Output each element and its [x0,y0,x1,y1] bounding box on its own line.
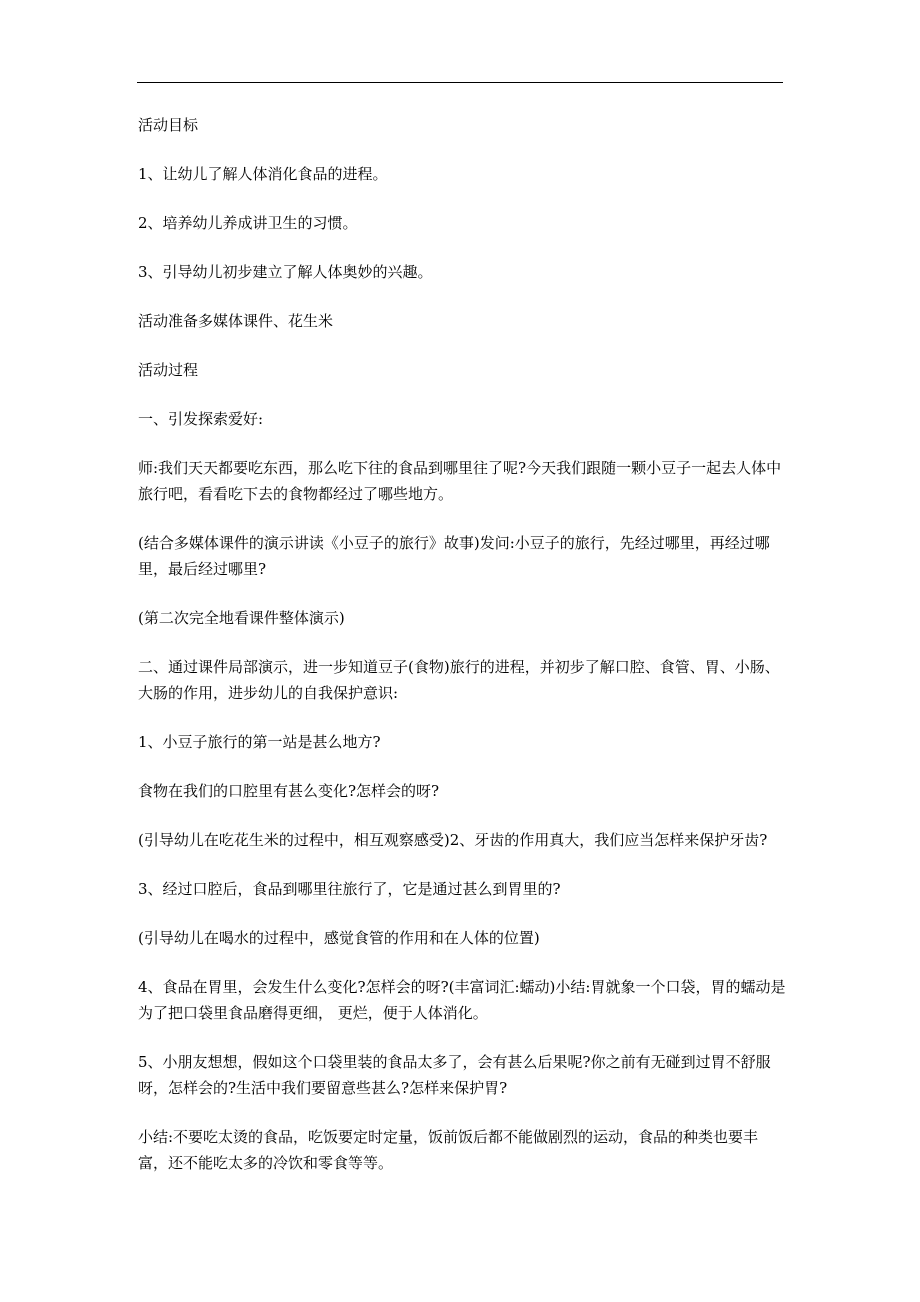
goal-item-3: 3、引导幼儿初步建立了解人体奥妙的兴趣。 [138,263,433,281]
header-rule [137,82,783,83]
step-heading-2: 二、通过课件局部演示，进一步知道豆子(食物)旅行的进程，并初步了解口腔、食管、胃、小肠、大肠的作用，进步幼儿的自我保护意识: [138,658,780,702]
paragraph-teacher-intro: 师:我们天天都要吃东西，那么吃下往的食品到哪里往了呢?今天我们跟随一颗小豆子一起去人体中旅行吧，看看吃下去的食物都经过了哪些地方。 [138,459,782,503]
section-heading-process: 活动过程 [138,361,199,379]
question-item-1: 1、小豆子旅行的第一站是甚么地方? [138,733,381,751]
goal-item-1: 1、让幼儿了解人体消化食品的进程。 [138,165,388,183]
paragraph-teeth: (引导幼儿在吃花生米的过程中，相互观察感受)2、牙齿的作用真大，我们应当怎样来保护牙齿? [138,831,768,849]
question-item-4: 4、食品在胃里，会发生什么变化?怎样会的呀?(丰富词汇:蠕动)小结:胃就象一个口袋，胃的蠕动是为了把口袋里食品磨得更细， 更烂，便于人体消化。 [138,978,786,1022]
document-body [138,112,786,1199]
preparation-line: 活动准备多媒体课件、花生米 [138,312,334,330]
goal-item-2: 2、培养幼儿养成讲卫生的习惯。 [138,214,358,232]
section-heading-goals: 活动目标 [138,116,199,134]
question-item-3: 3、经过口腔后，食品到哪里往旅行了，它是通过甚么到胃里的? [138,880,561,898]
question-item-5: 5、小朋友想想，假如这个口袋里装的食品太多了，会有甚么后果呢?你之前有无碰到过胃不舒服呀，怎样会的?生活中我们要留意些甚么?怎样来保护胃? [138,1053,771,1097]
paragraph-esophagus: (引导幼儿在喝水的过程中，感觉食管的作用和在人体的位置) [138,929,540,947]
summary-paragraph: 小结:不要吃太烫的食品，吃饭要定时定量，饭前饭后都不能做剧烈的运动，食品的种类也要丰富，还不能吃太多的冷饮和零食等等。 [138,1128,759,1172]
paragraph-second-viewing: (第二次完全地看课件整体演示) [138,609,345,627]
paragraph-story-question: (结合多媒体课件的演示讲读《小豆子的旅行》故事)发问:小豆子的旅行，先经过哪里，再经过哪里，最后经过哪里? [138,534,770,578]
paragraph-mouth-change: 食物在我们的口腔里有甚么变化?怎样会的呀? [138,782,440,800]
step-heading-1: 一、引发探索爱好: [138,410,264,428]
